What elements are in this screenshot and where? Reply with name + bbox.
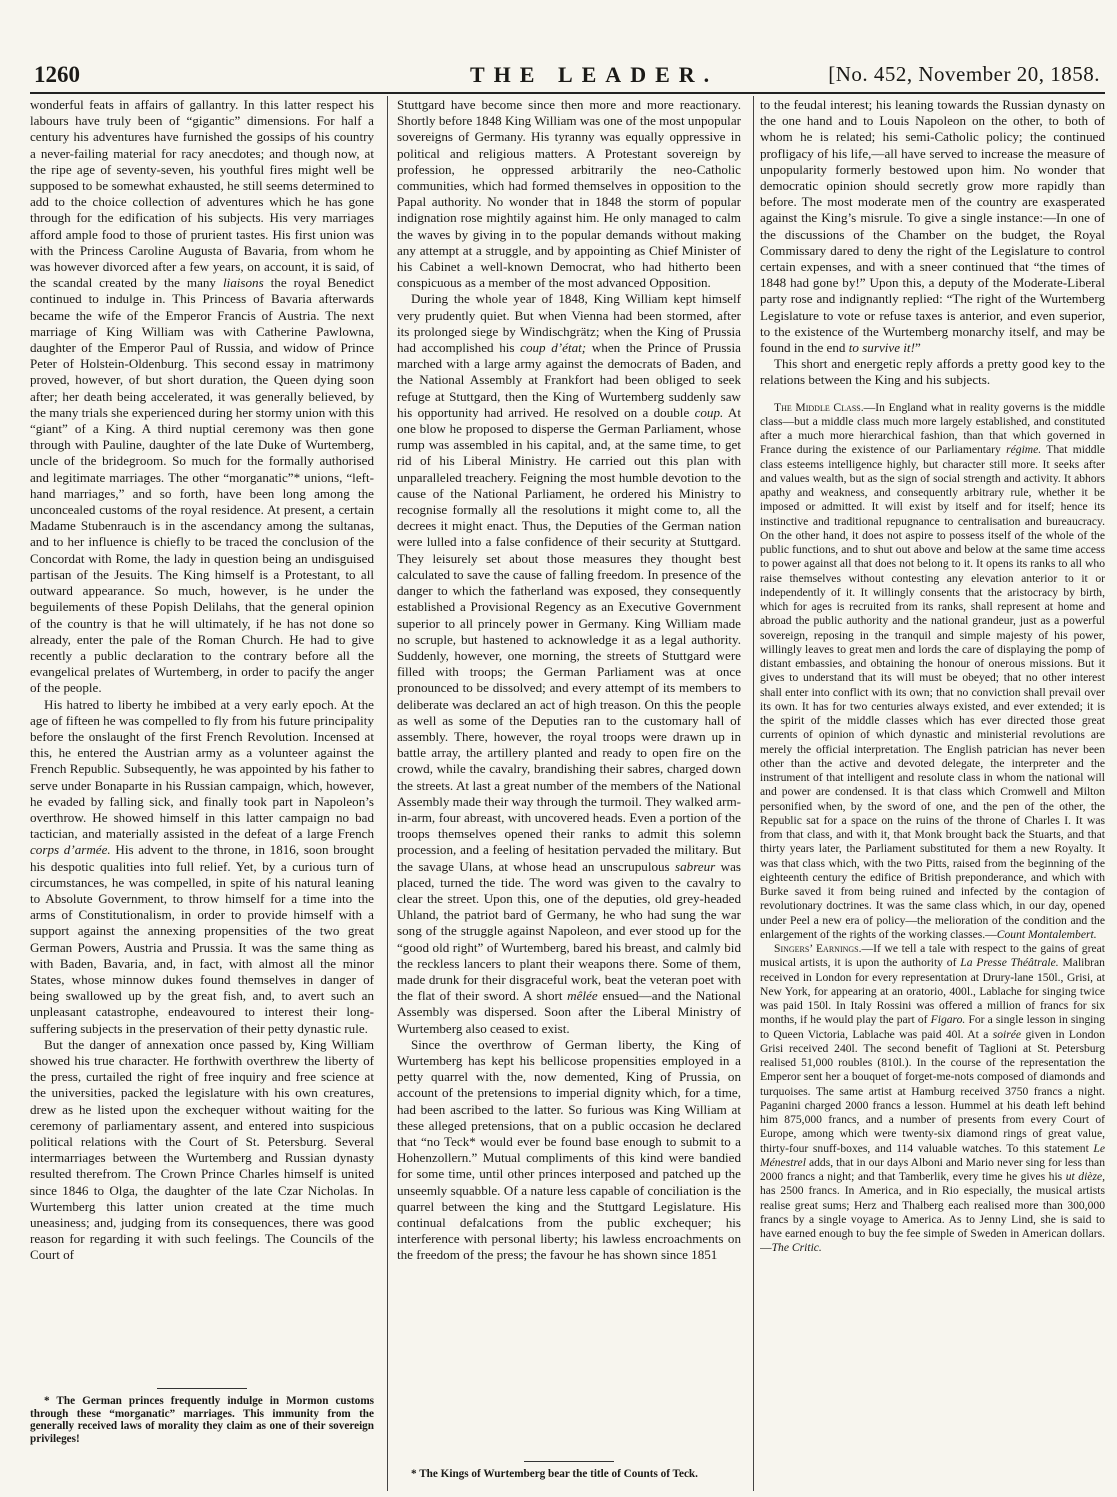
singers-earnings-item: Singers’ Earnings.—If we tell a tale with respect to the gains of great musical artists, it is upon the authority of La Presse Théâtrale. Malibran received in London for every representation at Drury-lane 150l., Grisi, at New York, for appearing at an oratorio, 400l., Lablache for singing twice was paid 150l. In Italy Rossini was offered a million of francs for six months, if he would play the part of Figaro. For a single lesson in singing to Queen Victoria, Lablache was paid 40l. At a soirée given in London Grisi received 240l. The second benefit of Taglioni at St. Petersburg realised 51,000 roubles (810l.). In the course of the representation the Emperor sent her a bouquet of forget-me-nots composed of diamonds and turquoises. The same artist at Hamburg received 3750 francs a night. Paganini charged 2000 francs a lesson. Hummel at his death left behind him 875,000 francs, and a number of presents from every Court of Europe, among which were twenty-six diamond rings of great value, thirty-four snuff-boxes, and 114 valuable watches. To this statement Le Ménestrel adds, that in our days Alboni and Mario never sing for less than 2000 francs a night; and that Tamberlik, every time he gives his ut dièze, has 2500 francs. In America, and in Rio especially, the musical artists realise great sums; Herz and Thalberg each realised more than 300,000 francs by a single voyage to America. As to Jenny Lind, she is said to have earned enough to buy the fee simple of Sweden in American dollars.—The Critic. [760,942,1105,1255]
miscellany-section [760,401,1105,1256]
column-1 [30,97,374,1492]
page-number: 1260 [34,62,80,87]
paragraph: to the feudal interest; his leaning towards the Russian dynasty on the one hand and to Louis Napoleon on the other, to both of whom he is related; his semi-Catholic policy; the continued profligacy of his life,—all have served to increase the measure of unpopularity formerly bestowed upon him. No wonder that democratic opinion should secretly grow more rapidly than before. The most moderate men of the country are exasperated against the King’s misrule. To give a single instance:—In one of the discussions of the Chamber on the budget, the Royal Commissary dared to deny the right of the Legislature to control certain expenses, and with a sneer continued that “the times of 1848 had gone by!” Upon this, a deputy of the Moderate-Liberal party rose and indignantly replied: “The right of the Wurtemberg Legislature to vote or refuse taxes is anterior, and even superior, to the existence of the Wurtemberg monarchy itself, and may be found in the end to survive it!” [760,97,1105,356]
item-heading: Singers’ Earnings. [774,942,862,956]
column-2 [397,97,741,1492]
footnote-block [397,1452,741,1481]
column-rule [387,96,388,1491]
paragraph: But the danger of annexation once passed by, King William showed his true character. He forthwith overthrew the liberty of the press, curtailed the right of free inquiry and free science at the universities, packed the legislature with his own creatures, drew as he listed upon the exchequer without waiting for the ceremony of parliamentary assent, and entered into suspicious political relations with the Court of St. Petersburg. Several intermarriages between the Wurtemberg and Russian dynasty resulted therefrom. The Crown Prince Charles himself is united since 1846 to Olga, the daughter of the late Czar Nicholas. In Wurtemberg this latter union created at the time much uneasiness; and, judging from its consequences, there was good reason for regarding it with such feelings. The Councils of the Court of [30,1036,374,1263]
paragraph: During the whole year of 1848, King William kept himself very prudently quiet. But when Vienna had been stormed, after its prolonged siege by Windischgrätz; when the King of Prussia had accomplished his coup d’état; when the Prince of Prussia marched with a large army against the democrats of Baden, and the National Assembly at Frankfort had been obliged to seek refuge at Stuttgard, then the King of Wurtemberg suddenly saw his opportunity had arrived. He resolved on a double coup. At one blow he proposed to disperse the German Parliament, whose rump was assembled in his capital, and, at the same time, to get rid of his Liberal Ministry. He carried out this plan with unparalleled treachery. Feigning the most humble devotion to the cause of the National Parliament, he ordered his Ministry to recognise formally all the resolutions it might come to, all the decrees it might enact. Thus, the Deputies of the German nation were lulled into a false confidence of their security at Stuttgard. They leisurely set about those measures they thought best calculated to save the cause of falling freedom. In presence of the danger to which the fatherland was exposed, they consequently established a Provisional Regency as an Executive Government superior to all princely power in Germany. King William made no scruple, but hastened to acknowledge it as a legal authority. Suddenly, however, one morning, the streets of Stuttgard were filled with troops; the German Parliament was at once pronounced to be dissolved; and every attempt of its members to deliberate was declared an act of high treason. On this the people as well as some of the Deputies ran to the customary hall of assembly. There, however, the royal troops were drawn up in battle array, the artillery planted and ready to open fire on the crowd, while the cavalry, brandishing their sabres, charged down the streets. At last a great number of the members of the National Assembly made their way through the turmoil. They walked arm-in-arm, four abreast, with uncovered heads. Even a portion of the troops themselves opened their ranks to admit this solemn procession, and a feeling of hesitation pervaded the military. But the savage Ulans, at whose head an unscrupulous sabreur was placed, turned the tide. The word was given to the cavalry to clear the street. Upon this, one of the deputies, old grey-headed Uhland, the patriot bard of Germany, he who had sung the war song of the struggle against Napoleon, and ever stood up for the “good old right” of Wurtemberg, bared his breast, and calmly bid the reckless lancers to plant their weapons there. Some of them, made drunk for their disgraceful work, beat the veteran poet with the flat of their sword. A short mêlée ensued—and the National Assembly was dispersed. Soon after the Liberal Ministry of Wurtemberg also ceased to exist. [397,291,741,1036]
item-heading: The Middle Class. [774,400,864,414]
footnote: * The Kings of Wurtemberg bear the title of Counts of Teck. [411,1468,698,1480]
paragraph: Since the overthrow of German liberty, the King of Wurtemberg has kept his bellicose propensities employed in a petty quarrel with the, now demented, King of Prussia, on account of the pretensions to imperial dignity which, for a time, had been ascribed to the latter. So furious was King William at these alleged pretensions, that on a public occasion he declared that “no Teck* would ever be found base enough to submit to a Hohenzollern.” Mutual compliments of this kind were bandied for some time, until other princes interposed and patched up the unseemly squabble. Of a nature less capable of conciliation is the quarrel between the king and the Stuttgard Legislature. His continual defalcations from the public exchequer; his interference with personal liberty; his lawless encroachments on the freedom of the press; the favour he has shown since 1851 [397,1036,741,1263]
issue-info: [No. 452, November 20, 1858. [828,62,1100,86]
paragraph: His hatred to liberty he imbibed at a very early epoch. At the age of fifteen he was compelled to fly from his future principality before the onslaught of the first French Revolution. Incensed at this, he entered the Austrian army as a volunteer against the French Republic. Subsequently, he was appointed by his father to serve under Bonaparte in his Russian campaign, which, however, he evaded by falling sick, and finally took part in Napoleon’s overthrow. He showed himself in this latter campaign no bad tactician, and materially assisted in the defeat of a large French corps d’armée. His advent to the throne, in 1816, soon brought his despotic qualities into full relief. Yet, by a curious turn of circumstances, he was compelled, in spite of his natural leaning to Absolute Government, to throw himself for a time into the arms of Constitutionalism, in order to provide himself with a support against the annexing propensities of the two great German Powers, Austria and Prussia. It was the same thing as with Baden, Bavaria, and, in fact, with almost all the minor States, whose minnow dukes found themselves in danger of being swallowed up by the great fish, and, to avert such an unpleasant catastrophe, endeavoured to interest their long-suffering subjects in the preservation of their petty dynastic rule. [30,696,374,1036]
newspaper-title: THE LEADER. [470,62,719,87]
column-3 [760,97,1105,1492]
middle-class-item: The Middle Class.—In England what in reality governs is the middle class—but a middle class much more largely established, and constituted after a much more hierarchical fashion, than that which governed in France during the existence of our Parliamentary régime. That middle class esteems intelligence highly, but character still more. It seeks after and values wealth, but as the sign of social strength and activity. It abhors apathy and weakness, and consequently arbitrary rule, whether it be imposed or admitted. It will exist by itself and for itself; hence its instinctive and traditional repugnance to centralisation and bureaucracy. On the other hand, it does not aspire to possess itself of the whole of the public functions, and to shut out above and below at the same time access to power against all that does not belong to it. It opens its ranks to all who raise themselves without contesting any elevation anterior to it or independently of it. It willingly consents that the aristocracy by birth, which for ages is recruited from its ranks, shall represent at home and abroad the public authority and the national grandeur, just as a powerful sovereign, reposing in the tranquil and simple majesty of his power, willingly leaves to great men and lords the care of displaying the pomp of distant embassies, and obtaining the honour of onerous missions. But it gives to understand that its will must be obeyed; that no other interest shall enter into conflict with its own; that no conviction shall prevail over its own. It has for two centuries always existed, and ever extended; it is the spirit of the middle classes which has ever directed those great currents of opinion of which dynastic and ministerial revolutions are merely the official interpretation. The English patrician has never been other than the active and devoted delegate, the interpreter and the instrument of that intelligent and resolute class in whom the national will and power are condensed. It is that class which Cromwell and Milton personified when, by the sword of one, and the pen of the other, the Republic sat for a space on the ruins of the throne of Charles I. It was from that class, and with it, that Monk brought back the Stuarts, and that thirty years later, the Parliament substituted for them a new Royalty. It was that class which, with the two Pitts, raised from the beginning of the eighteenth century the edifice of British preponderance, and which with Burke saved it from being ruined and infected by the contagion of revolutionary doctrines. It was the same class which, in our day, opened under Peel a new era of policy—the melioration of the condition and the enlargement of the rights of the working classes.—Count Montalembert. [760,400,1105,941]
paragraph: wonderful feats in affairs of gallantry. In this latter respect his labours have truly been of “gigantic” dimensions. For half a century his adventures have furnished the gossips of his country a never-failing material for racy anecdotes; and though now, at the ripe age of seventy-seven, his youthful fires might well be supposed to be somewhat exhausted, he still seems determined to add to the choice collection of adventures which he has gone through for the edification of his subjects. His very marriages afford ample food to those of prurient tastes. His first union was with the Princess Caroline Augusta of Bavaria, from whom he was however divorced after a few years, on account, it is said, of the scandal created by the many liaisons the royal Benedict continued to indulge in. This Princess of Bavaria afterwards became the wife of the Emperor Francis of Austria. The next marriage of King William was with Catherine Pawlowna, daughter of the Emperor Paul of Russia, and widow of Prince Peter of Holstein-Oldenburg. This second essay in matrimony proved, however, of but short duration, the Queen dying soon after; her death being accelerated, it was generally believed, by the many trials she experienced during her stormy union with this “giant” of a King. A third nuptial ceremony was then gone through with Pauline, daughter of the late Duke of Wurtemberg, uncle of the bridegroom. So much for the formally authorised and legitimate marriages. The other “morganatic”* unions, “left-hand marriages,” and so forth, have been long among the unconcealed customs of the royal residence. At present, a certain Madame Stubenrauch is in the ascendancy among the sultanas, and to her influence is chiefly to be traced the conclusion of the Concordat with Rome, the lady in question being an undisguised partisan of the Jesuits. The King himself is a Protestant, to all outward appearance. So much, however, is he under the beguilements of these Popish Delilahs, that the general opinion of the country is that he will ultimately, if he has not done so already, enter the pale of the Roman Church. He had to give recently a public declaration to the contrary before all the evangelical prelates of Wurtemberg, in order to pacify the anger of the people. [30,97,374,696]
paragraph: This short and energetic reply affords a pretty good key to the relations between the King and his subjects. [760,356,1105,388]
page-header [30,62,1100,92]
footnote-block [30,1379,374,1445]
header-rule [30,92,1105,94]
column-rule [753,96,754,1491]
footnote-rule [524,1461,614,1462]
paragraph: Stuttgard have become since then more and more reactionary. Shortly before 1848 King William was one of the most unpopular sovereigns of Germany. His tyranny was equally oppressive in political and religious matters. A Protestant sovereign by profession, he oppressed arbitrarily the neo-Catholic communities, which had formed themselves in opposition to the Papal authority. No wonder that in 1848 the storm of popular indignation rose mightily against him. He only managed to calm the waves by giving in to the popular demands without making any attempt at a struggle, and by appointing as Chief Minister of his Cabinet a well-known Democrat, who had hitherto been conspicuous as a member of the most advanced Opposition. [397,97,741,291]
footnote: * The German princes frequently indulge in Mormon customs through these “morganatic” marriages. This immunity from the generally received laws of morality they claim as one of their sovereign privileges! [30,1395,374,1445]
footnote-rule [157,1388,247,1389]
